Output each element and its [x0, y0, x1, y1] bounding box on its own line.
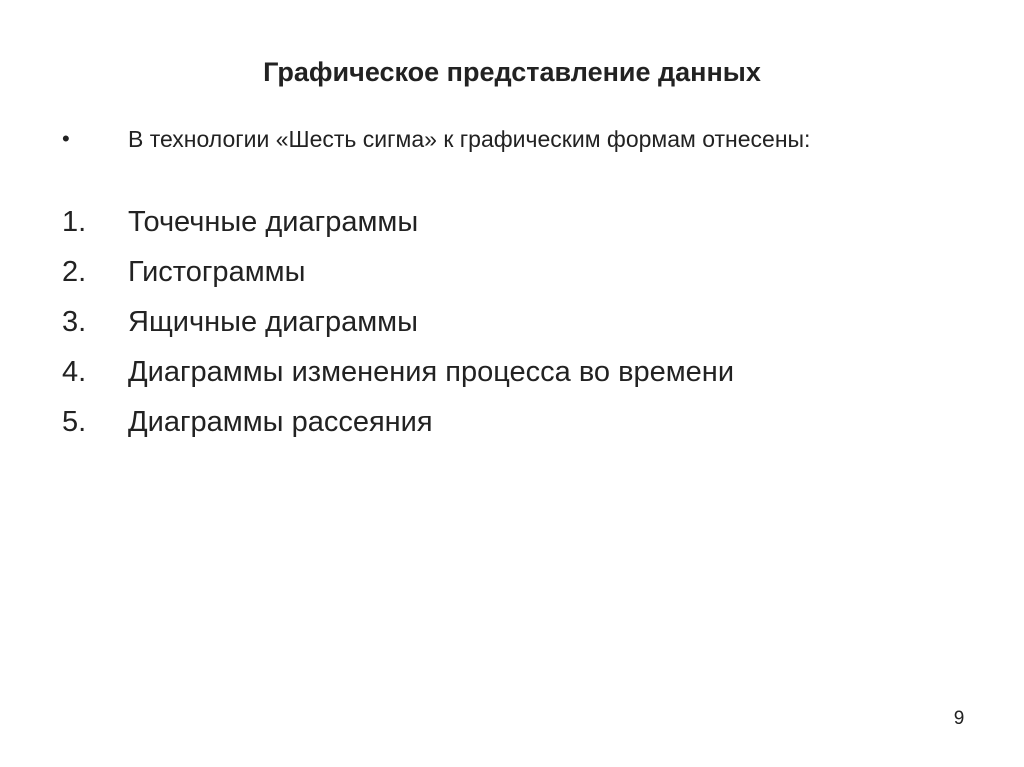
slide-title: Графическое представление данных [263, 57, 761, 87]
list-item [62, 397, 962, 447]
list-item-number: 1. [62, 206, 87, 238]
intro-text: В технологии «Шесть сигма» к графическим формам отнесены: [128, 126, 811, 152]
list-item-label: Диаграммы рассеяния [128, 406, 433, 438]
list-item [62, 247, 962, 297]
list-item-label: Гистограммы [128, 256, 306, 288]
list-item-label: Ящичные диаграммы [128, 306, 418, 338]
list-item-number: 5. [62, 406, 87, 438]
bullet-marker: • [62, 126, 70, 151]
list-item-number: 3. [62, 306, 87, 338]
numbered-list [62, 197, 962, 447]
list-item-number: 4. [62, 356, 87, 388]
page-number: 9 [953, 708, 965, 729]
list-item [62, 347, 962, 397]
list-item [62, 197, 962, 247]
list-item-label: Диаграммы изменения процесса во времени [128, 356, 735, 388]
list-item-label: Точечные диаграммы [128, 206, 419, 238]
list-item [62, 297, 962, 347]
list-item-number: 2. [62, 256, 87, 288]
